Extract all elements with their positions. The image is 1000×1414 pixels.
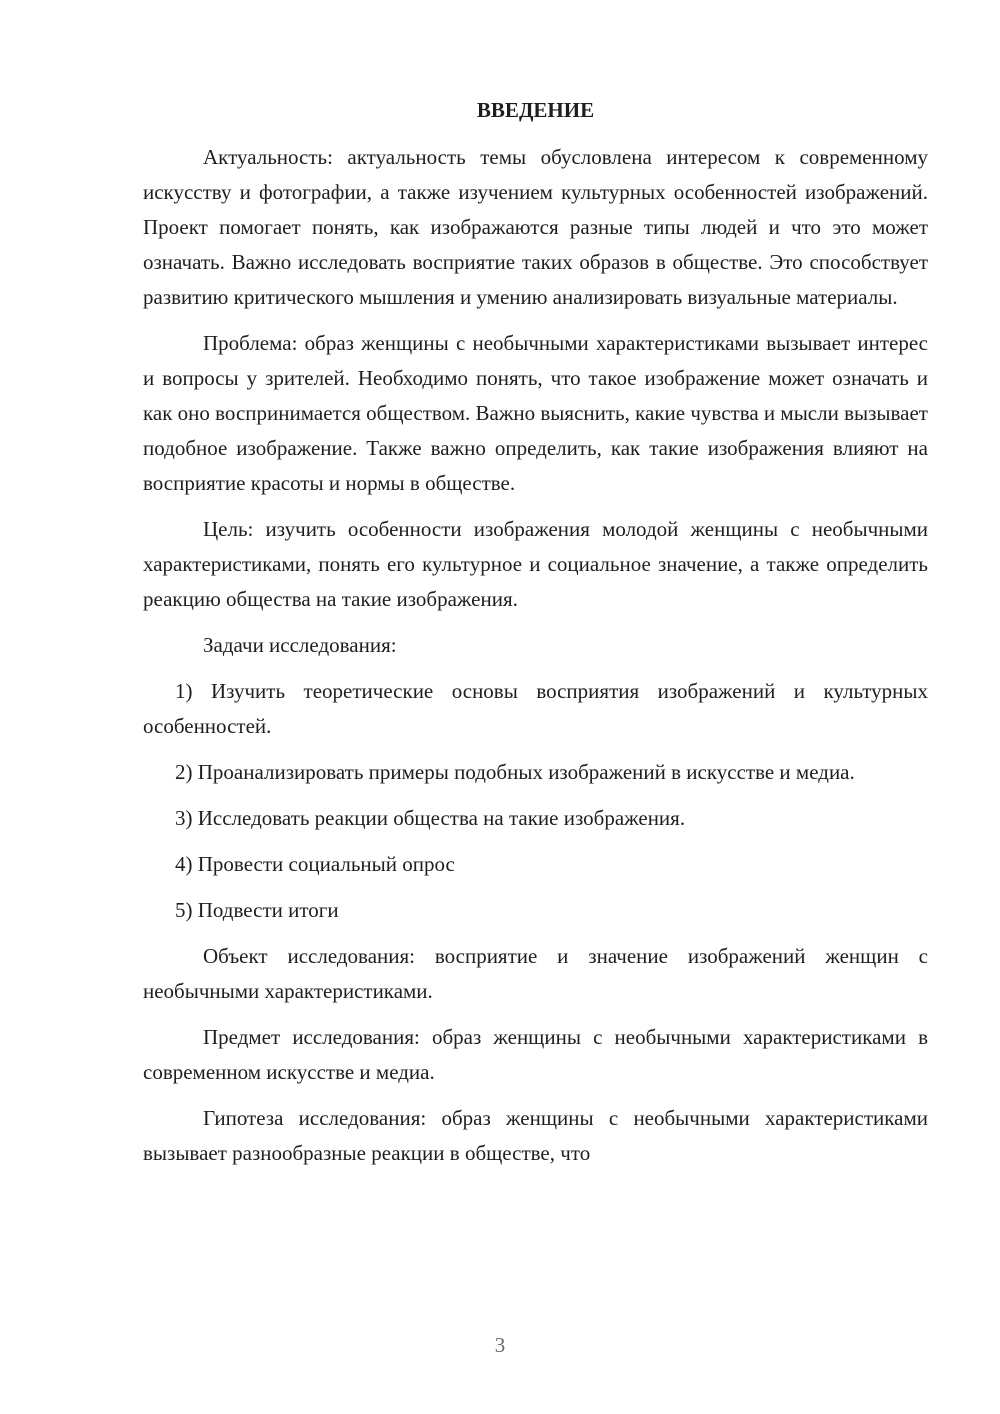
tasks-heading: Задачи исследования:	[203, 633, 397, 657]
list-item: 4) Провести социальный опрос	[175, 852, 455, 876]
paragraph-hypothesis: Гипотеза исследования: образ женщины с необычными характеристиками вызывает разнообразные реакции в обществе, что	[143, 1106, 928, 1165]
list-item: 1) Изучить теоретические основы восприятия изображений и культурных особенностей.	[143, 679, 928, 738]
paragraph-relevance: Актуальность: актуальность темы обусловлена интересом к современному искусству и фотографии, а также изучением культурных особенностей изображений. Проект помогает понять, как изображаются разные типы людей и что это может означать. Важно исследовать восприятие таких образов в обществе. Это способствует развитию критического мышления и умению анализировать визуальные материалы.	[143, 145, 928, 309]
list-item: 2) Проанализировать примеры подобных изображений в искусстве и медиа.	[175, 760, 855, 784]
page-number: 3	[494, 1333, 506, 1357]
page-content	[143, 93, 928, 1182]
paragraph-object: Объект исследования: восприятие и значение изображений женщин с необычными характеристиками.	[143, 944, 928, 1003]
page-title: ВВЕДЕНИЕ	[476, 98, 595, 122]
paragraph-subject: Предмет исследования: образ женщины с необычными характеристиками в современном искусстве и медиа.	[143, 1025, 928, 1084]
paragraph-goal: Цель: изучить особенности изображения молодой женщины с необычными характеристиками, понять его культурное и социальное значение, а также определить реакцию общества на такие изображения.	[143, 517, 928, 611]
tasks-list	[143, 674, 928, 928]
list-item: 3) Исследовать реакции общества на такие изображения.	[175, 806, 686, 830]
list-item: 5) Подвести итоги	[175, 898, 339, 922]
paragraph-problem: Проблема: образ женщины с необычными характеристиками вызывает интерес и вопросы у зрителей. Необходимо понять, что такое изображение может означать и как оно воспринимается обществом. Важно выяснить, какие чувства и мысли вызывает подобное изображение. Также важно определить, как такие изображения влияют на восприятие красоты и нормы в обществе.	[143, 331, 928, 495]
